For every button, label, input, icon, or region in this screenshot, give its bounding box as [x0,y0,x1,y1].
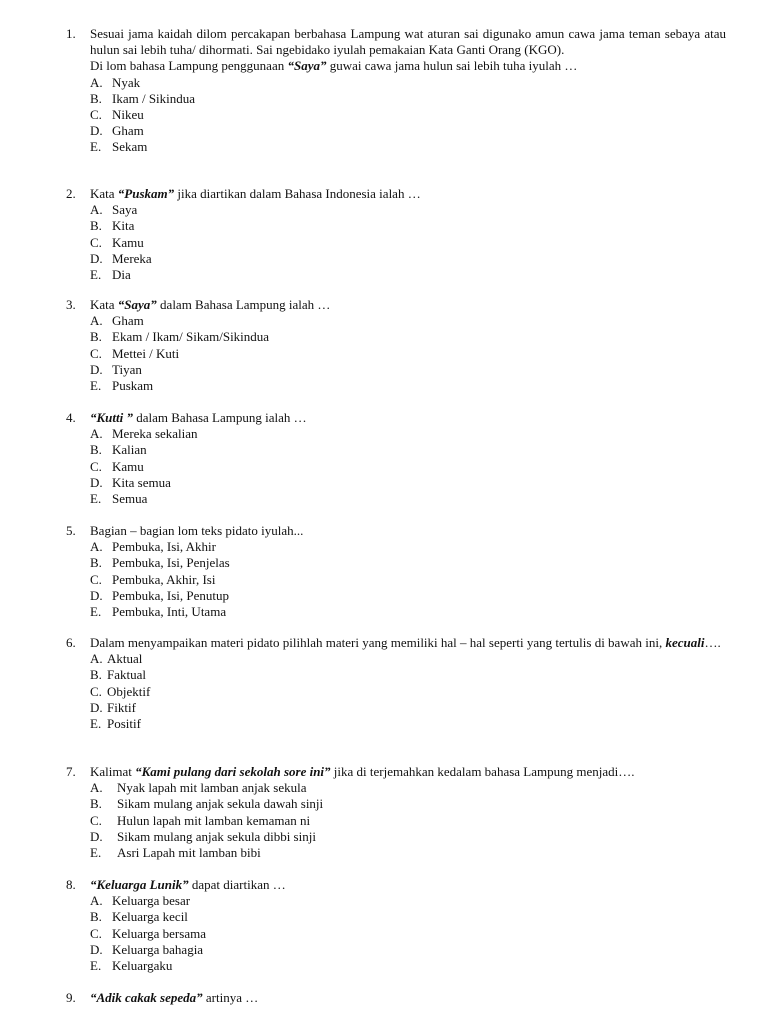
option-letter: E. [90,377,102,393]
option-text: Sekam [112,139,148,155]
question-text-part: Di lom bahasa Lampung penggunaan [90,58,288,74]
option-letter: D. [90,941,103,957]
option-text: Keluarga bahagia [112,941,204,957]
question-text-continued [90,58,726,74]
question-text [90,990,726,1006]
option-text: Mettei / Kuti [112,345,180,361]
option-text: Nyak [112,74,141,90]
option-text: Tiyan [112,361,142,377]
option-d[interactable] [90,251,726,267]
question-2 [66,186,726,283]
option-letter: E. [90,957,102,973]
option-letter: B. [90,667,102,683]
option-letter: A. [90,780,103,796]
option-text: Aktual [107,651,143,667]
option-text: Kita semua [112,474,171,490]
answer-options [66,426,726,507]
question-number: 2. [66,186,76,201]
option-d[interactable] [90,475,726,491]
option-a[interactable] [90,539,726,555]
option-letter: A. [90,426,103,442]
option-letter: B. [90,555,102,571]
answer-options [66,539,726,620]
option-e[interactable] [90,604,726,620]
question-number: 4. [66,410,76,425]
option-letter: B. [90,909,102,925]
option-letter: D. [90,587,103,603]
question-text-part: jika di terjemahkan kedalam bahasa Lampung menjadi…. [330,764,635,779]
option-text: Kita [112,218,135,234]
option-a[interactable] [90,75,726,91]
question-number: 1. [66,26,76,41]
option-text: Keluarga besar [112,893,191,909]
option-text: Pembuka, Akhir, Isi [112,571,216,587]
option-letter: E. [90,266,102,282]
option-c[interactable] [90,572,726,588]
option-e[interactable] [90,716,726,732]
option-b[interactable] [90,442,726,458]
answer-options [66,893,726,974]
option-text: Keluarga kecil [112,909,188,925]
option-text: Faktual [107,667,146,683]
emphasized-term: kecuali [665,635,705,650]
option-text: Pembuka, Isi, Akhir [112,539,216,555]
option-letter: D. [90,699,103,715]
option-c[interactable] [90,684,726,700]
option-letter: D. [90,123,103,139]
option-text: Pembuka, Inti, Utama [112,603,227,619]
option-b[interactable] [90,329,726,345]
option-text: Dia [112,266,131,282]
option-letter: E. [90,490,102,506]
option-a[interactable] [90,202,726,218]
option-text: Kalian [112,442,147,458]
option-letter: C. [90,234,102,250]
option-d[interactable] [90,123,726,139]
option-text: Pembuka, Isi, Penutup [112,587,229,603]
option-c[interactable] [90,926,726,942]
answer-options [66,780,726,861]
option-text: Puskam [112,377,154,393]
option-text: Kamu [112,458,144,474]
question-text [90,26,726,58]
question-number: 8. [66,877,76,892]
option-text: Nyak lapah mit lamban anjak sekula [117,780,307,796]
question-text-part: jika diartikan dalam Bahasa Indonesia ialah … [174,186,421,201]
option-text: Nikeu [112,106,144,122]
question-text [90,877,726,893]
question-number: 9. [66,990,76,1005]
question-text-part: Kata [90,186,118,201]
option-letter: E. [90,139,102,155]
option-text: Hulun lapah mit lamban kemaman ni [117,812,311,828]
question-7 [66,764,726,861]
option-a[interactable] [90,780,726,796]
option-a[interactable] [90,313,726,329]
option-letter: B. [90,90,102,106]
question-1 [66,26,726,156]
option-letter: C. [90,345,102,361]
answer-options [66,75,726,156]
option-text: Keluargaku [112,957,173,973]
option-letter: A. [90,893,103,909]
question-text-part: …. [704,635,721,650]
option-d[interactable] [90,588,726,604]
option-text: Sikam mulang anjak sekula dawah sinji [117,796,324,812]
emphasized-term: “Adik cakak sepeda” [90,990,203,1005]
question-text [90,186,726,202]
option-letter: C. [90,458,102,474]
answer-options [66,651,726,732]
option-a[interactable] [90,426,726,442]
option-letter: A. [90,313,103,329]
question-text-part: dapat diartikan … [188,877,286,892]
option-d[interactable] [90,829,726,845]
option-text: Pembuka, Isi, Penjelas [112,555,230,571]
question-text [90,635,726,651]
emphasized-term: “Kutti ” [90,410,133,425]
option-c[interactable] [90,107,726,123]
option-c[interactable] [90,813,726,829]
option-e[interactable] [90,267,726,283]
option-e[interactable] [90,139,726,155]
option-text: Gham [112,313,144,329]
option-letter: B. [90,442,102,458]
option-a[interactable] [90,893,726,909]
question-text-part: Kata [90,297,118,312]
option-e[interactable] [90,378,726,394]
option-letter: B. [90,796,102,812]
option-letter: C. [90,925,102,941]
question-text-part: dalam Bahasa Lampung ialah … [156,297,331,312]
option-text: Mereka sekalian [112,426,198,442]
option-d[interactable] [90,700,726,716]
option-text: Kamu [112,234,144,250]
option-letter: A. [90,539,103,555]
question-text-part: Dalam menyampaikan materi pidato pilihlah materi yang memiliki hal – hal seperti yang tertulis di bawah ini, [90,635,666,650]
option-letter: D. [90,250,103,266]
option-e[interactable] [90,958,726,974]
option-text: Fiktif [107,699,136,715]
option-b[interactable] [90,909,726,925]
question-8 [66,877,726,974]
question-text-part: Sesuai jama kaidah dilom percakapan berbahasa Lampung wat aturan sai digunako amun cawa jama teman sebaya atau hulun sai lebih tuha/ dihormati. Sai ngebidako iyulah pemakaian Kata Ganti Orang (KGO). [90,26,726,58]
emphasized-term: “Kami pulang dari sekolah sore ini” [135,764,331,779]
option-letter: D. [90,828,103,844]
question-text [90,764,726,780]
answer-options [66,202,726,283]
question-9 [66,990,726,1006]
emphasized-term: “Keluarga Lunik” [90,877,189,892]
option-text: Semua [112,490,148,506]
question-text [90,523,726,539]
option-letter: A. [90,651,103,667]
option-letter: E. [90,603,102,619]
option-e[interactable] [90,845,726,861]
option-text: Ikam / Sikindua [112,90,196,106]
option-c[interactable] [90,459,726,475]
option-letter: D. [90,361,103,377]
option-letter: C. [90,812,102,828]
option-letter: B. [90,329,102,345]
option-letter: B. [90,218,102,234]
question-3 [66,297,726,394]
option-b[interactable] [90,218,726,234]
option-text: Sikam mulang anjak sekula dibbi sinji [117,828,316,844]
option-d[interactable] [90,362,726,378]
option-c[interactable] [90,235,726,251]
question-number: 7. [66,764,76,779]
question-6 [66,635,726,732]
question-number: 3. [66,297,76,312]
option-text: Mereka [112,250,152,266]
option-b[interactable] [90,91,726,107]
option-d[interactable] [90,942,726,958]
question-text [90,410,726,426]
question-number: 6. [66,635,76,650]
option-letter: C. [90,683,102,699]
question-text [90,297,726,313]
question-4 [66,410,726,507]
option-a[interactable] [90,651,726,667]
option-letter: A. [90,74,103,90]
emphasized-term: “Puskam” [117,186,175,201]
option-letter: C. [90,571,102,587]
question-text-part: Bagian – bagian lom teks pidato iyulah... [90,523,304,538]
option-b[interactable] [90,667,726,683]
option-text: Objektif [107,683,151,699]
question-text-part: Kalimat [90,764,136,779]
option-text: Saya [112,202,138,218]
emphasized-term: “Saya” [117,297,157,312]
question-number: 5. [66,523,76,538]
option-letter: D. [90,474,103,490]
option-e[interactable] [90,491,726,507]
option-b[interactable] [90,555,726,571]
option-letter: C. [90,106,102,122]
question-text-part: dalam Bahasa Lampung ialah … [133,410,307,425]
option-letter: A. [90,202,103,218]
option-text: Asri Lapah mit lamban bibi [117,844,261,860]
option-text: Keluarga bersama [112,925,206,941]
emphasized-term: “Saya” [287,58,327,74]
answer-options [66,313,726,394]
question-5 [66,523,726,620]
option-c[interactable] [90,346,726,362]
option-text: Ekam / Ikam/ Sikam/Sikindua [112,329,270,345]
question-text-part: guwai cawa jama hulun sai lebih tuha iyulah … [326,58,578,74]
option-text: Positif [107,715,141,731]
option-letter: E. [90,844,102,860]
question-text-part: artinya … [202,990,259,1005]
option-letter: E. [90,715,102,731]
option-b[interactable] [90,796,726,812]
option-text: Gham [112,123,144,139]
